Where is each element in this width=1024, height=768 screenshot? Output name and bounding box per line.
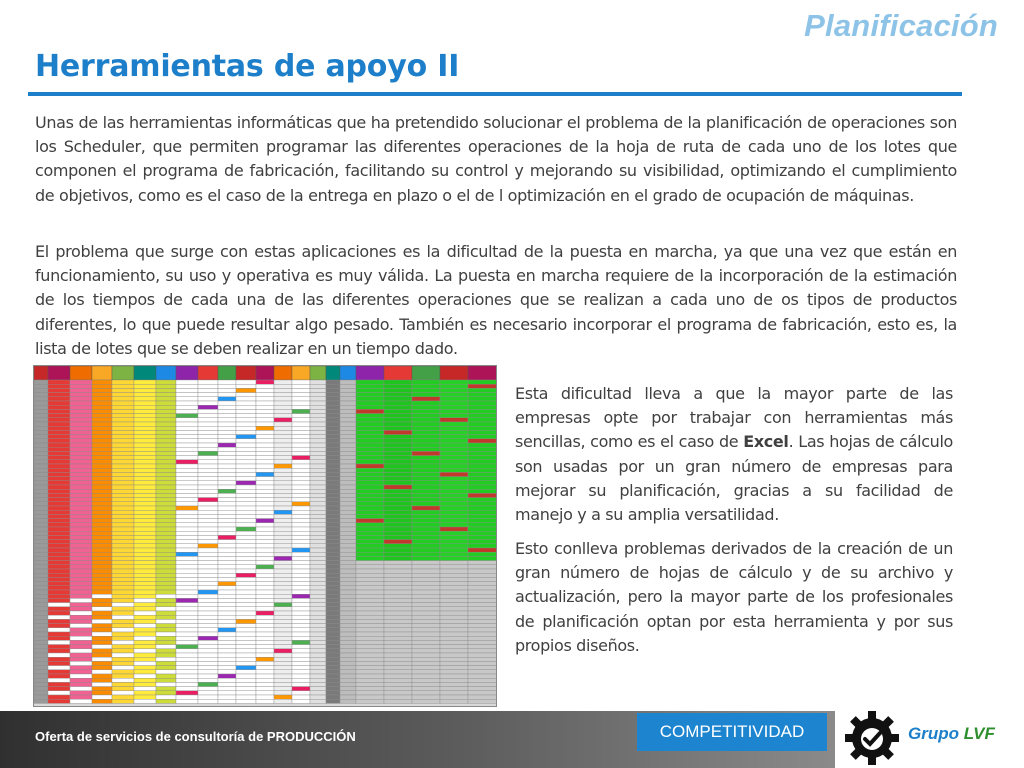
section-title: Planificación xyxy=(804,8,998,43)
title-underline xyxy=(28,92,962,96)
problem-paragraph: El problema que surge con estas aplicaciones es la dificultad de la puesta en marcha, ya que una vez que están en funcionamiento, su uso y operativa es muy válida. La puesta en marcha requiere de la incorporación de la estimación de los tiempos de cada una de las diferentes operaciones que se realizan a cada uno de os tipos de productos diferentes, lo que puede resultar algo pesado. También es necesario incorporar el programa de fabricación, esto es, la lista de lotes que se deben realizar en un tiempo dado. xyxy=(35,242,957,358)
excel-paragraph-start: Esta dificultad lleva a que la mayor parte de las empresas opte por trabajar con herramientas más sencillas, como es el caso de xyxy=(515,384,953,452)
competitividad-badge: COMPETITIVIDAD xyxy=(637,713,827,751)
page-title: Herramientas de apoyo II xyxy=(35,49,460,84)
spreadsheet-screenshot-image xyxy=(33,365,497,707)
gear-check-logo-icon xyxy=(842,708,902,768)
brand-grupo: Grupo xyxy=(908,724,959,743)
brand-lvf: LVF xyxy=(963,724,995,743)
excel-bold-term: Excel xyxy=(743,432,789,452)
excel-paragraph xyxy=(515,382,953,527)
intro-paragraph: Unas de las herramientas informáticas que ha pretendido solucionar el problema de la planificación de operaciones son los Scheduler, que permiten programar las diferentes operaciones de la hoja de ruta de cada uno de los lotes que componen el programa de fabricación, facilitando su control y mejorando su visibilidad, optimizando el cumplimiento de objetivos, como es el caso de la entrega en plazo o el de l optimización en el grado de ocupación de máquinas. xyxy=(35,113,957,205)
footer-offer-text: Oferta de servicios de consultoría de PRODUCCIÓN xyxy=(35,729,356,744)
excel-paragraph-end: . Las hojas de cálculo son usadas por un gran número de empresas para mejorar su planificación, gracias a su facilidad de manejo y a su amplia versatilidad. xyxy=(515,432,953,525)
spreadsheet-grid-graphic xyxy=(34,366,496,706)
consequences-paragraph: Esto conlleva problemas derivados de la creación de un gran número de hojas de cálculo y de su archivo y actualización, pero la mayor parte de los profesionales de planificación optan por esta herramienta y por sus propios diseños. xyxy=(515,539,953,655)
brand-name xyxy=(908,724,995,744)
